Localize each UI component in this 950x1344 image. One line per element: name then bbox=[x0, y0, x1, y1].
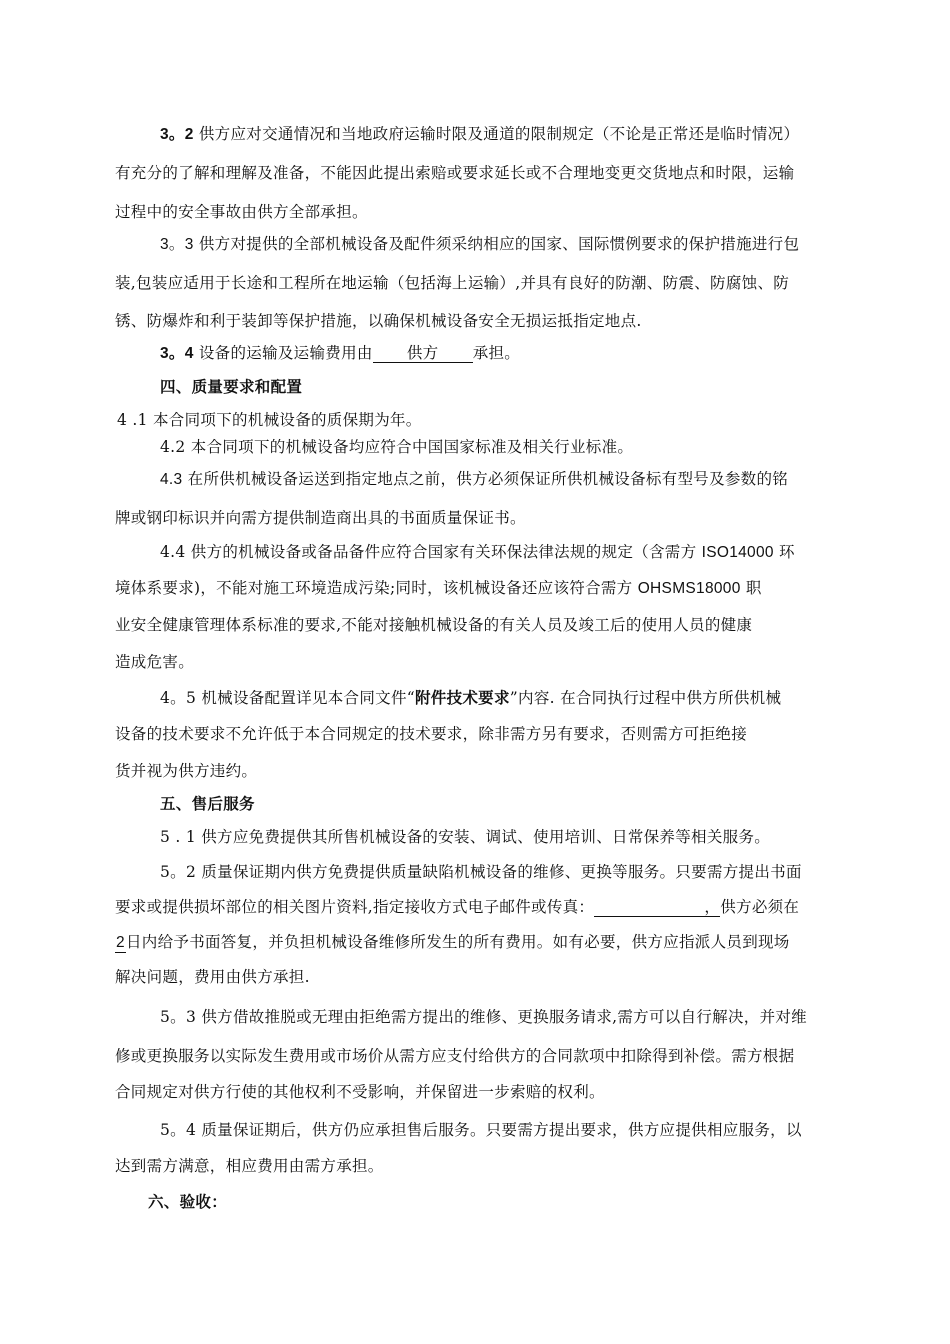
reply-days-field: 2 bbox=[116, 934, 125, 951]
clause-3-2-line-1 bbox=[160, 124, 799, 145]
clause-4-1: 4 .1 本合同项下的机械设备的质保期为年。 bbox=[117, 411, 422, 429]
clause-4-4-line-4: 造成危害。 bbox=[115, 653, 195, 671]
clause-4-4-text-2c: 职 bbox=[740, 579, 762, 597]
clause-3-2-text-1: 供方应对交通情况和当地政府运输时限及通道的限制规定（不论是正常还是临时情况） bbox=[193, 125, 800, 143]
clause-5-3-line-2: 修或更换服务以实际发生费用或市场价从需方应支付给供方的合同款项中扣除得到补偿。需方根据 bbox=[115, 1047, 795, 1065]
clause-3-4 bbox=[160, 343, 520, 364]
clause-4-5-line-3: 货并视为供方违约。 bbox=[115, 762, 258, 780]
clause-5-2-line-3 bbox=[115, 932, 790, 953]
clause-3-3-line-2: 装,包装应适用于长途和工程所在地运输（包括海上运输）,并具有良好的防潮、防震、防腐蚀、防 bbox=[115, 274, 790, 292]
section-4-heading: 四、质量要求和配置 bbox=[160, 377, 303, 396]
clause-3-3-line-3: 锈、防爆炸和利于装卸等保护措施，以确保机械设备安全无损运抵指定地点. bbox=[115, 312, 642, 330]
clause-4-4-text-1c: 环 bbox=[773, 543, 795, 561]
clause-5-2-line-4: 解决问题，费用由供方承担. bbox=[115, 968, 310, 986]
clause-4-5-line-2: 设备的技术要求不允许低于本合同规定的技术要求，除非需方另有要求，否则需方可拒绝接 bbox=[115, 725, 748, 743]
fax-email-blank-field bbox=[594, 898, 704, 917]
clause-4-3-number: 4.3 bbox=[160, 471, 183, 488]
fax-email-comma: ， bbox=[704, 898, 721, 916]
clause-5-2-line-2 bbox=[115, 897, 799, 917]
clause-3-3-number: 3。3 bbox=[160, 236, 194, 253]
clause-3-3-line-1 bbox=[160, 234, 799, 255]
clause-3-4-text-after: 承担。 bbox=[472, 344, 521, 362]
clause-4-5-line-1 bbox=[160, 688, 781, 708]
clause-5-3-line-3: 合同规定对供方行使的其他权利不受影响，并保留进一步索赔的权利。 bbox=[115, 1083, 605, 1101]
section-5-heading: 五、售后服务 bbox=[160, 794, 255, 813]
ohsms18000-label: OHSMS18000 bbox=[637, 580, 741, 597]
clause-4-5-text-1c: ”内容. 在合同执行过程中供方所供机械 bbox=[509, 689, 782, 707]
clause-4-3-line-1 bbox=[160, 469, 788, 490]
clause-3-2-line-2: 有充分的了解和理解及准备，不能因此提出索赔或要求延长或不合理地变更交货地点和时限，运输 bbox=[115, 164, 795, 182]
clause-5-2-text-3b: 日内给予书面答复，并负担机械设备维修所发生的所有费用。如有必要，供方应指派人员到现场 bbox=[126, 933, 790, 951]
clause-4-4-line-3: 业安全健康管理体系标准的要求,不能对接触机械设备的有关人员及竣工后的使用人员的健康 bbox=[115, 616, 753, 634]
iso14000-label: ISO14000 bbox=[701, 544, 774, 561]
clause-4-4-text-1a: 4.4 供方的机械设备或备品备件应符合国家有关环保法律法规的规定（含需方 bbox=[160, 543, 702, 561]
clause-4-4-text-2a: 境体系要求)，不能对施工环境造成污染;同时，该机械设备还应该符合需方 bbox=[115, 579, 638, 597]
section-6-heading: 六、验收： bbox=[148, 1192, 228, 1211]
clause-3-2-number: 3。2 bbox=[160, 126, 194, 143]
clause-5-1: 5 . 1 供方应免费提供其所售机械设备的安装、调试、使用培训、日常保养等相关服务。 bbox=[160, 828, 771, 846]
clause-4-4-line-1 bbox=[160, 542, 795, 563]
clause-4-5-text-1a: 4。5 机械设备配置详见本合同文件“ bbox=[160, 689, 415, 707]
clause-3-2-line-3: 过程中的安全事故由供方全部承担。 bbox=[115, 203, 368, 221]
clause-3-4-text-before: 设备的运输及运输费用由 bbox=[193, 344, 373, 362]
clause-4-4-line-2 bbox=[115, 578, 762, 599]
clause-5-2-text-2c: 供方必须在 bbox=[720, 898, 800, 916]
clause-3-4-number: 3。4 bbox=[160, 345, 194, 362]
clause-5-4-line-1: 5。4 质量保证期后，供方仍应承担售后服务。只要需方提出要求，供方应提供相应服务，以 bbox=[160, 1121, 802, 1139]
clause-4-2: 4.2 本合同项下的机械设备均应符合中国国家标准及相关行业标准。 bbox=[160, 438, 634, 456]
clause-5-2-text-2a: 要求或提供损坏部位的相关图片资料,指定接收方式电子邮件或传真： bbox=[115, 898, 595, 916]
clause-4-3-line-2: 牌或钢印标识并向需方提供制造商出具的书面质量保证书。 bbox=[115, 509, 526, 527]
transport-payer-field: 供方 bbox=[373, 344, 473, 363]
clause-3-3-text-1: 供方对提供的全部机械设备及配件须采纳相应的国家、国际惯例要求的保护措施进行包 bbox=[193, 235, 800, 253]
clause-4-3-text-1: 在所供机械设备运送到指定地点之前，供方必须保证所供机械设备标有型号及参数的铭 bbox=[182, 470, 789, 488]
clause-5-4-line-2: 达到需方满意，相应费用由需方承担。 bbox=[115, 1157, 384, 1175]
clause-5-2-line-1: 5。2 质量保证期内供方免费提供质量缺陷机械设备的维修、更换等服务。只要需方提出书面 bbox=[160, 863, 802, 881]
clause-5-3-line-1: 5。3 供方借故推脱或无理由拒绝需方提出的维修、更换服务请求,需方可以自行解决，并对维 bbox=[160, 1008, 807, 1026]
attached-tech-requirements-ref: 附件技术要求 bbox=[414, 688, 510, 707]
